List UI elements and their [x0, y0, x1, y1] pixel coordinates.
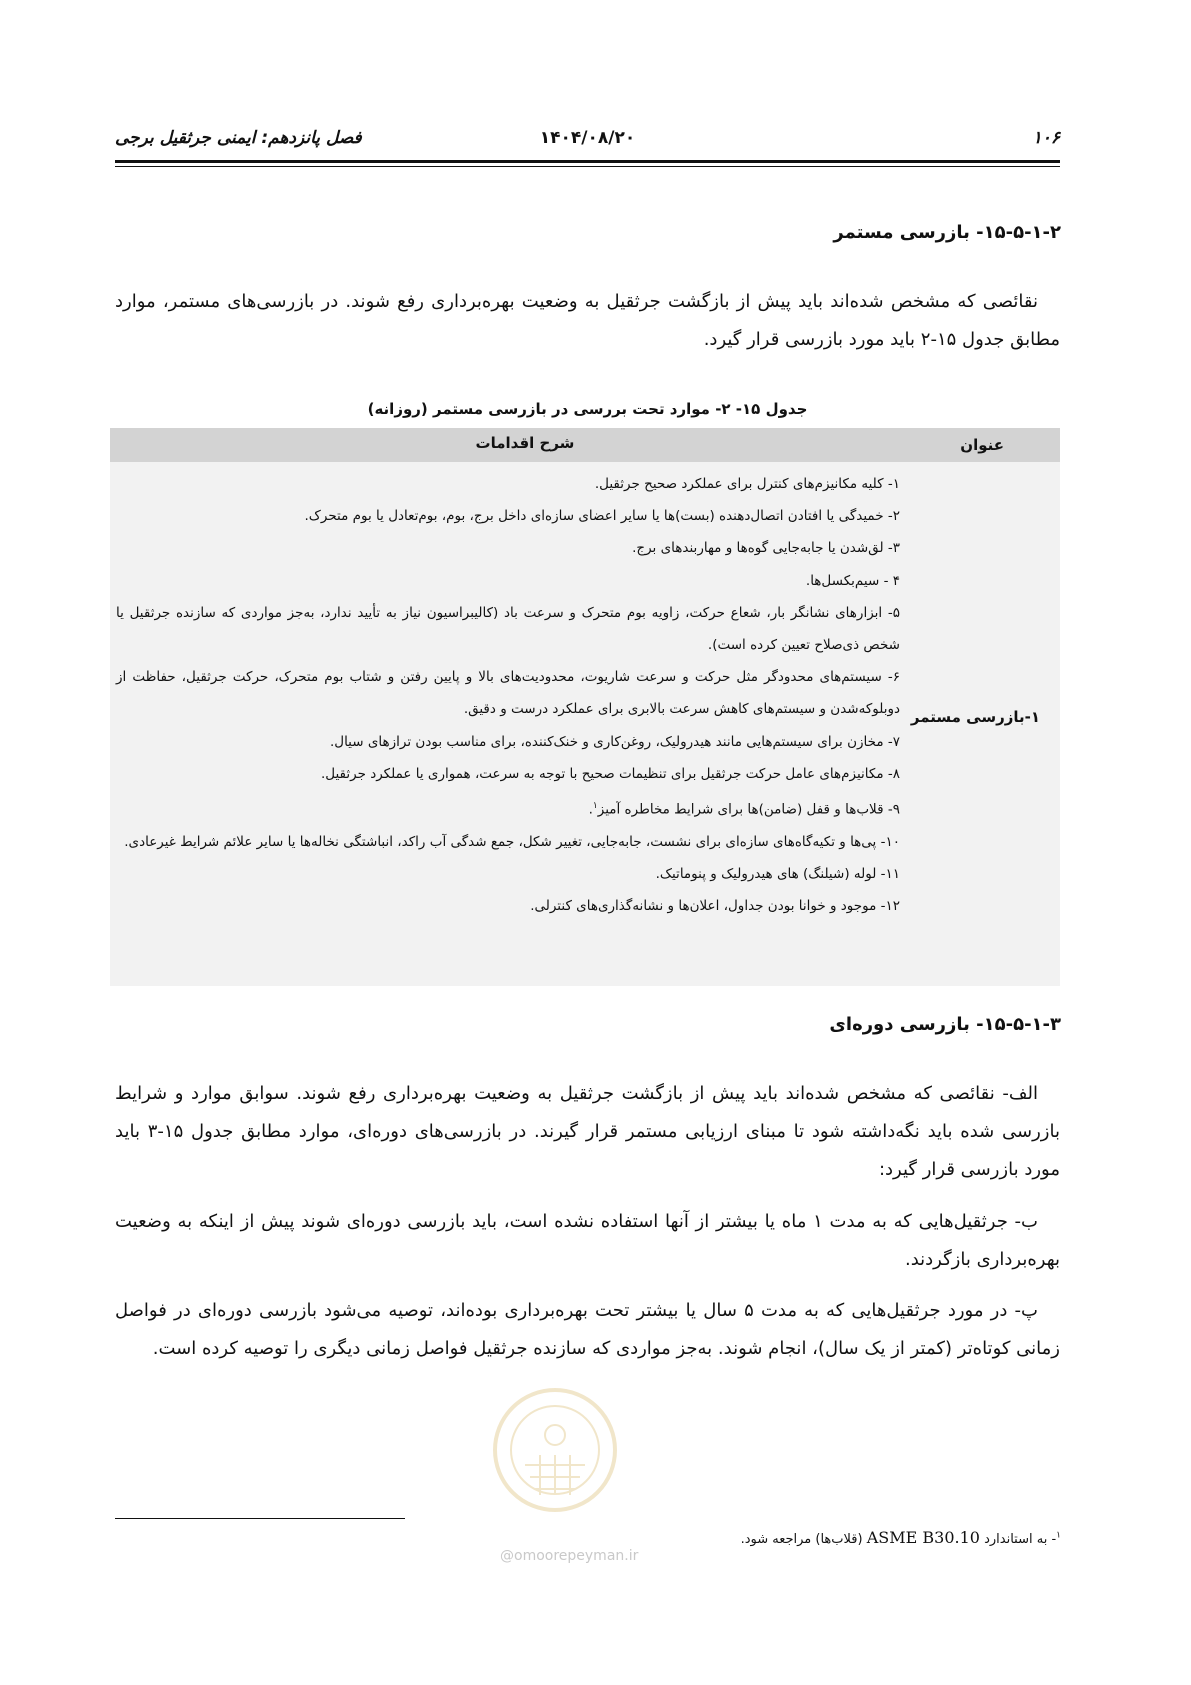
item9-period: . — [588, 801, 593, 818]
table-caption: جدول ۱۵- ۲- موارد تحت بررسی در بازرسی مستمر (روزانه) — [367, 400, 808, 418]
inspection-items-list — [116, 468, 900, 922]
section-heading-continuous-inspection: ۱۵-۵-۱-۲- بازرسی مستمر — [833, 222, 1061, 243]
section2-paragraph-a: الف- نقائصی که مشخص شده‌اند باید پیش از بازگشت جرثقیل به وضعیت بهره‌برداری رفع شوند. سوابق موارد و شرایط بازرسی شده باید نگه‌داشته شود تا مبنای ارزیابی مستمر قرار گیرند. در بازرسی‌های دوره‌ای، موارد مطابق جدول ۱۵-۳ باید مورد بازرسی قرار گیرد: — [115, 1083, 1060, 1180]
footnote-reference: ۱ — [592, 801, 598, 812]
list-item: ۲- خمیدگی یا افتادن اتصال‌دهنده (بست)ها یا سایر اعضای سازه‌ای داخل برج، بوم، بوم‌تعادل یا بوم متحرک. — [304, 508, 900, 525]
watermark-text: @omoorepeyman.ir — [500, 1548, 639, 1564]
header-date: ۱۴۰۴/۰۸/۲۰ — [539, 128, 636, 148]
section1-paragraph: نقائصی که مشخص شده‌اند باید پیش از بازگشت جرثقیل به وضعیت بهره‌برداری رفع شوند. در بازرسی‌های مستمر، موارد مطابق جدول ۱۵-۲ باید مورد بازرسی قرار گیرد. — [115, 291, 1060, 350]
footnote-prefix: - به استاندارد — [984, 1532, 1057, 1547]
footnote-separator — [115, 1518, 405, 1519]
watermark-seal-icon — [490, 1385, 620, 1515]
list-item: ۳- لق‌شدن یا جابه‌جایی گوه‌ها و مهاربندهای برج. — [632, 540, 900, 557]
footnote-standard: ASME B30.10 — [866, 1528, 980, 1547]
list-item: ۱۰- پی‌ها و تکیه‌گاه‌های سازه‌ای برای نشست، جابه‌جایی، تغییر شکل، جمع شدگی آب راکد، انباشتگی نخاله‌ها یا سایر علائم شرایط غیرعادی. — [124, 833, 900, 850]
section-heading-periodic-inspection: ۱۵-۵-۱-۳- بازرسی دوره‌ای — [829, 1014, 1061, 1035]
footnote-suffix: (قلاب‌ها) مراجعه شود. — [740, 1532, 863, 1547]
section2-paragraph-c: پ- در مورد جرثقیل‌هایی که به مدت ۵ سال یا بیشتر تحت بهره‌برداری بوده‌اند، توصیه می‌شود بازرسی دوره‌ای در فواصل زمانی کوتاه‌تر (کمتر از یک سال)، انجام شوند. به‌جز مواردی که سازنده جرثقیل فواصل زمانی دیگری را توصیه کرده است. — [115, 1300, 1060, 1359]
item9-text: ۹- قلاب‌ها و قفل (ضامن)ها برای شرایط مخاطره آمیز — [597, 801, 900, 818]
section2-paragraph-b: ب- جرثقیل‌هایی که به مدت ۱ ماه یا بیشتر از آنها استفاده نشده است، باید بازرسی دوره‌ای شوند پیش از اینکه به وضعیت بهره‌برداری بازگردند. — [115, 1211, 1060, 1270]
table-header-row — [110, 428, 1060, 462]
chapter-title: فصل پانزدهم: ایمنی جرثقیل برجی — [115, 128, 362, 148]
header-rule-thin — [115, 166, 1060, 167]
footnote — [741, 1528, 1061, 1547]
list-item: ۶- سیستم‌های محدودگر مثل حرکت و سرعت شاریوت، محدودیت‌های بالا و پایین رفتن و شتاب بوم متحرک، حرکت جرثقیل، حفاظت از دوبلوکه‌شدن و سیستم‌های کاهش سرعت بالابری برای عملکرد درست و دقیق. — [116, 669, 900, 718]
list-item — [116, 790, 900, 826]
list-item: ۸- مکانیزم‌های عامل حرکت جرثقیل برای تنظیمات صحیح با توجه به سرعت، همواری یا عملکرد جرثقیل. — [320, 765, 900, 782]
list-item: ۴ - سیم‌بکسل‌ها. — [805, 572, 900, 589]
list-item: ۵- ابزارهای نشانگر بار، شعاع حرکت، زاویه بوم متحرک و سرعت باد (کالیبراسیون نیاز به تأیید ندارد، به‌جز مواردی که سازنده جرثقیل یا شخص ذی‌صلاح تعیین کرده است). — [116, 604, 900, 654]
table-category-cell: ۱-بازرسی مستمر — [910, 708, 1040, 726]
column-header-description: شرح اقدامات — [475, 434, 575, 452]
inspection-table — [110, 428, 1060, 986]
list-item: ۷- مخازن برای سیستم‌هایی مانند هیدرولیک، روغن‌کاری و خنک‌کننده، برای مناسب بودن ترازهای سیال. — [329, 733, 900, 750]
header-rule-thick — [115, 160, 1060, 163]
table-body — [110, 462, 1060, 986]
page-number: ۱۰۶ — [1032, 128, 1060, 148]
list-item: ۱۱- لوله (شیلنگ) های هیدرولیک و پنوماتیک. — [655, 865, 900, 882]
list-item: ۱۲- موجود و خوانا بودن جداول، اعلان‌ها و نشانه‌گذاری‌های کنترلی. — [530, 898, 900, 915]
list-item: ۱- کلیه مکانیزم‌های کنترل برای عملکرد صحیح جرثقیل. — [594, 476, 900, 492]
page-header — [115, 128, 1060, 158]
column-header-title: عنوان — [960, 436, 1004, 454]
footnote-marker: ۱ — [1056, 1530, 1061, 1541]
